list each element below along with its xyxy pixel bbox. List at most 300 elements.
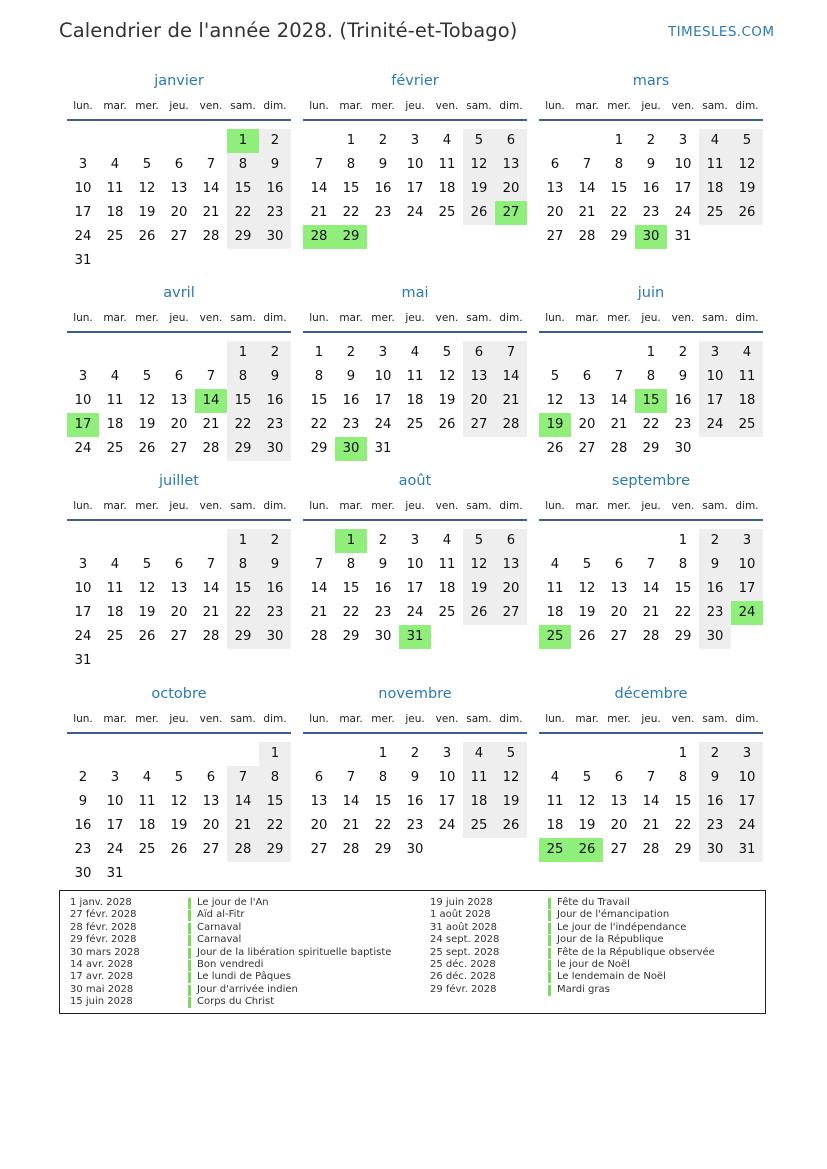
day-cell: 27 [170,229,188,244]
day-cell: 31 [74,253,92,268]
weekday-label: dim. [263,312,287,324]
holiday-day-cell: 29 [335,225,367,249]
day-cell: 24 [438,818,456,833]
day-cell: 10 [74,581,92,596]
holiday-day-cell: 25 [539,838,571,862]
day-cell: 1 [678,746,688,761]
legend-holiday-name: Fête du Travail [557,897,630,908]
day-cell: 9 [270,369,280,384]
day-cell: 29 [674,629,692,644]
day-cell: 3 [742,533,752,548]
weekday-label: sam. [230,713,256,725]
day-cell: 10 [106,794,124,809]
day-cell: 3 [442,746,452,761]
weekday-label: mer. [607,100,631,112]
day-cell: 4 [710,133,720,148]
day-cell: 19 [138,605,156,620]
day-cell: 14 [342,794,360,809]
month-divider [303,331,527,333]
day-cell: 15 [310,393,328,408]
month-divider [539,331,763,333]
day-cell: 28 [502,417,520,432]
day-cell: 28 [642,629,660,644]
day-cell: 29 [234,629,252,644]
brand-logo-link[interactable]: TIMESLES.COM [668,24,775,40]
weekday-label: jeu. [641,100,661,112]
holiday-day-cell: 19 [539,413,571,437]
day-cell: 25 [706,205,724,220]
legend-holiday-name: Le lundi de Pâques [197,971,291,983]
holiday-day-cell: 28 [303,225,335,249]
weekday-label: ven. [199,312,223,324]
day-cell: 26 [502,818,520,833]
weekday-label: jeu. [169,100,189,112]
month-name: mars [632,73,670,89]
weekday-header [303,100,527,114]
day-cell: 3 [710,345,720,360]
weekday-label: mar. [103,312,127,324]
legend-holiday-name: Carnaval [197,934,242,946]
day-cell: 31 [738,842,756,857]
legend-color-marker [548,898,551,909]
legend-entry [430,897,715,909]
day-cell: 12 [578,581,596,596]
day-cell: 4 [442,533,452,548]
legend-entry [430,934,715,946]
day-cell: 12 [546,393,564,408]
day-cell: 25 [406,417,424,432]
legend-color-marker [548,960,551,971]
day-cell: 2 [78,770,88,785]
day-cell: 7 [314,557,324,572]
day-cell: 9 [646,157,656,172]
day-cell: 27 [610,629,628,644]
day-cell: 19 [138,205,156,220]
day-cell: 16 [706,581,724,596]
day-cell: 1 [314,345,324,360]
month-name: mai [401,285,429,301]
day-cell: 19 [578,605,596,620]
day-cell: 18 [406,393,424,408]
day-cell: 5 [474,533,484,548]
day-cell: 30 [706,842,724,857]
day-cell: 2 [270,533,280,548]
day-cell: 29 [234,441,252,456]
day-cell: 30 [266,229,284,244]
legend-holiday-name: Le jour de l'An [197,897,269,908]
day-cell: 12 [138,181,156,196]
day-cell: 11 [546,581,564,596]
day-cell: 8 [678,770,688,785]
day-cell: 19 [170,818,188,833]
day-cell: 22 [610,205,628,220]
weekday-header [67,713,291,727]
legend-holiday-name: le jour de Noël [557,958,630,970]
weekday-label: jeu. [405,713,425,725]
day-cell: 26 [138,229,156,244]
day-cell: 16 [266,581,284,596]
day-cell: 9 [410,770,420,785]
legend-entry [70,922,391,934]
day-cell: 4 [550,557,560,572]
legend-holiday-name: Jour de la République [557,934,664,946]
month-name: février [391,73,439,89]
day-cell: 15 [266,794,284,809]
day-cell: 26 [578,629,596,644]
day-cell: 27 [578,441,596,456]
day-cell: 8 [270,770,280,785]
day-cell: 20 [610,818,628,833]
day-cell: 3 [410,533,420,548]
legend-entry [70,971,391,983]
day-cell: 5 [142,369,152,384]
day-cell: 22 [310,417,328,432]
weekday-label: lun. [309,312,329,324]
day-cell: 4 [474,746,484,761]
weekday-label: mer. [135,713,159,725]
day-cell: 17 [74,205,92,220]
weekday-label: ven. [435,100,459,112]
weekday-label: jeu. [641,713,661,725]
day-cell: 13 [610,794,628,809]
legend-entry [70,947,391,959]
day-cell: 13 [310,794,328,809]
day-cell: 4 [442,133,452,148]
legend-holiday-name: Jour de la libération spirituelle baptiste [197,946,392,958]
day-cell: 8 [238,157,248,172]
day-cell: 23 [342,417,360,432]
legend-color-marker [548,948,551,959]
day-cell: 23 [706,605,724,620]
weekday-header [303,312,527,326]
weekday-label: lun. [545,100,565,112]
month-divider [67,732,291,734]
day-cell: 2 [646,133,656,148]
weekday-label: mar. [575,312,599,324]
day-cell: 25 [106,629,124,644]
day-cell: 22 [642,417,660,432]
weekday-label: sam. [466,713,492,725]
day-cell: 26 [138,629,156,644]
day-cell: 5 [582,770,592,785]
day-cell: 20 [170,205,188,220]
legend-entry [430,922,715,934]
day-cell: 28 [310,629,328,644]
legend-date: 29 févr. 2028 [70,934,137,946]
day-cell: 27 [610,842,628,857]
day-cell: 19 [502,794,520,809]
month-divider [303,732,527,734]
day-cell: 7 [314,157,324,172]
weekday-label: jeu. [405,312,425,324]
holiday-day-cell: 31 [399,625,431,649]
day-cell: 30 [406,842,424,857]
day-cell: 11 [706,157,724,172]
weekday-label: dim. [499,100,523,112]
legend-holiday-name: Bon vendredi [197,958,264,970]
day-cell: 25 [106,441,124,456]
weekday-header [67,100,291,114]
weekday-label: mar. [575,100,599,112]
day-cell: 20 [202,818,220,833]
day-cell: 18 [106,605,124,620]
day-cell: 29 [374,842,392,857]
day-cell: 14 [310,181,328,196]
day-cell: 8 [314,369,324,384]
weekday-header [67,500,291,514]
holiday-day-cell: 27 [495,201,527,225]
weekday-label: jeu. [405,500,425,512]
day-cell: 5 [582,557,592,572]
day-cell: 15 [342,181,360,196]
day-cell: 3 [678,133,688,148]
day-cell: 19 [578,818,596,833]
weekday-label: mer. [135,312,159,324]
day-cell: 7 [346,770,356,785]
day-cell: 22 [342,205,360,220]
legend-color-marker [188,935,191,946]
month-divider [539,732,763,734]
weekday-label: ven. [435,500,459,512]
day-cell: 13 [202,794,220,809]
day-cell: 14 [234,794,252,809]
legend-date: 25 déc. 2028 [430,958,496,970]
weekday-label: mer. [371,312,395,324]
weekday-label: sam. [702,312,728,324]
day-cell: 7 [238,770,248,785]
day-cell: 23 [74,842,92,857]
day-cell: 11 [738,369,756,384]
weekday-label: jeu. [641,500,661,512]
day-cell: 7 [646,557,656,572]
day-cell: 24 [674,205,692,220]
day-cell: 2 [270,133,280,148]
day-cell: 8 [238,557,248,572]
day-cell: 30 [374,629,392,644]
day-cell: 23 [266,605,284,620]
legend-color-marker [188,910,191,921]
day-cell: 23 [406,818,424,833]
weekday-label: sam. [702,713,728,725]
day-cell: 27 [170,629,188,644]
day-cell: 9 [378,157,388,172]
day-cell: 25 [106,229,124,244]
day-cell: 15 [342,581,360,596]
legend-holiday-name: Carnaval [197,921,242,933]
day-cell: 7 [506,345,516,360]
day-cell: 14 [642,794,660,809]
day-cell: 27 [310,842,328,857]
day-cell: 4 [550,770,560,785]
day-cell: 31 [674,229,692,244]
weekday-label: ven. [199,713,223,725]
page-title: Calendrier de l'année 2028. (Trinité-et-Tobago) [59,19,518,42]
day-cell: 5 [474,133,484,148]
day-cell: 29 [234,229,252,244]
day-cell: 22 [674,605,692,620]
day-cell: 20 [610,605,628,620]
weekday-label: lun. [73,713,93,725]
day-cell: 15 [234,581,252,596]
day-cell: 6 [314,770,324,785]
day-cell: 8 [646,369,656,384]
weekday-label: mar. [575,713,599,725]
day-cell: 12 [138,393,156,408]
weekday-label: mar. [103,500,127,512]
day-cell: 27 [470,417,488,432]
day-cell: 14 [578,181,596,196]
day-cell: 21 [642,818,660,833]
legend-date: 25 sept. 2028 [430,946,500,958]
legend-entry [430,971,715,983]
holiday-day-cell: 17 [67,413,99,437]
day-cell: 3 [742,746,752,761]
legend-holiday-name: Fête de la République observée [557,946,715,958]
day-cell: 18 [470,794,488,809]
legend-date: 15 juin 2028 [70,996,133,1008]
day-cell: 12 [738,157,756,172]
day-cell: 21 [310,205,328,220]
day-cell: 13 [610,581,628,596]
day-cell: 8 [378,770,388,785]
month-name: avril [163,285,195,301]
day-cell: 26 [470,205,488,220]
day-cell: 4 [110,157,120,172]
month-name: novembre [378,686,452,702]
holiday-day-cell: 15 [635,389,667,413]
weekday-label: dim. [263,713,287,725]
holiday-day-cell: 14 [195,389,227,413]
legend-holiday-name: Jour de l'émancipation [557,909,670,921]
day-cell: 16 [374,581,392,596]
day-cell: 3 [78,369,88,384]
legend-color-marker [188,997,191,1008]
weekday-label: dim. [735,100,759,112]
holiday-day-cell: 26 [571,838,603,862]
day-cell: 28 [202,629,220,644]
day-cell: 24 [74,629,92,644]
legend-color-marker [548,910,551,921]
day-cell: 17 [406,581,424,596]
day-cell: 25 [138,842,156,857]
day-cell: 11 [138,794,156,809]
day-cell: 25 [738,417,756,432]
day-cell: 12 [578,794,596,809]
month-divider [539,519,763,521]
day-cell: 16 [266,181,284,196]
day-cell: 23 [674,417,692,432]
day-cell: 3 [378,345,388,360]
day-cell: 16 [642,181,660,196]
legend-holiday-name: Jour d'arrivée indien [197,983,298,995]
day-cell: 3 [78,557,88,572]
day-cell: 13 [170,581,188,596]
day-cell: 11 [106,181,124,196]
legend-color-marker [188,960,191,971]
day-cell: 8 [614,157,624,172]
day-cell: 14 [202,181,220,196]
weekday-label: dim. [499,500,523,512]
day-cell: 24 [374,417,392,432]
month-name: septembre [611,473,691,489]
day-cell: 23 [374,205,392,220]
day-cell: 6 [206,770,216,785]
day-cell: 5 [174,770,184,785]
weekday-label: sam. [466,500,492,512]
day-cell: 22 [234,417,252,432]
day-cell: 16 [74,818,92,833]
day-cell: 22 [674,818,692,833]
day-cell: 12 [170,794,188,809]
day-cell: 1 [678,533,688,548]
legend-holiday-name: Aïd al-Fitr [197,909,245,921]
weekday-label: mar. [339,713,363,725]
day-cell: 20 [502,581,520,596]
month-divider [303,519,527,521]
day-cell: 21 [610,417,628,432]
month-name: janvier [154,73,204,89]
day-cell: 26 [546,441,564,456]
weekday-label: jeu. [169,312,189,324]
weekday-label: dim. [263,100,287,112]
day-cell: 21 [342,818,360,833]
day-cell: 18 [438,581,456,596]
day-cell: 5 [142,157,152,172]
day-cell: 24 [706,417,724,432]
weekday-header [67,312,291,326]
day-cell: 21 [202,417,220,432]
day-cell: 16 [674,393,692,408]
day-cell: 16 [266,393,284,408]
legend-color-marker [548,923,551,934]
weekday-label: ven. [671,100,695,112]
legend-entry [430,959,715,971]
day-cell: 2 [270,345,280,360]
day-cell: 30 [74,866,92,881]
holiday-day-cell: 1 [227,129,259,153]
day-cell: 14 [502,369,520,384]
day-cell: 29 [674,842,692,857]
month-divider [67,331,291,333]
weekday-label: jeu. [405,100,425,112]
day-cell: 16 [374,181,392,196]
day-cell: 19 [138,417,156,432]
day-cell: 24 [106,842,124,857]
legend-entry [430,984,715,996]
weekday-label: lun. [73,100,93,112]
month-name: juin [637,285,665,301]
day-cell: 14 [202,581,220,596]
day-cell: 19 [470,181,488,196]
weekday-label: mer. [371,100,395,112]
day-cell: 29 [642,441,660,456]
weekday-label: lun. [545,713,565,725]
holiday-day-cell: 30 [335,437,367,461]
day-cell: 7 [614,369,624,384]
weekday-label: sam. [466,100,492,112]
legend-column-left [70,897,391,1009]
day-cell: 11 [406,369,424,384]
month-divider [539,119,763,121]
day-cell: 26 [170,842,188,857]
day-cell: 31 [106,866,124,881]
day-cell: 1 [346,133,356,148]
weekday-label: lun. [73,500,93,512]
day-cell: 5 [142,557,152,572]
day-cell: 6 [506,533,516,548]
legend-date: 28 févr. 2028 [70,921,137,933]
day-cell: 11 [438,557,456,572]
